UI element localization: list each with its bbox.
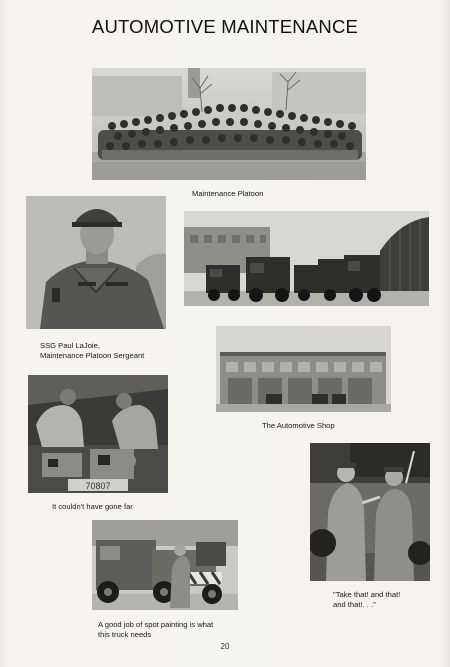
spot-painting-truck-photo <box>92 520 238 610</box>
mechanics-caption: "Take that! and that! and that!. . ." <box>333 590 401 609</box>
page-title: AUTOMOTIVE MAINTENANCE <box>91 16 359 37</box>
platoon-caption: Maintenance Platoon <box>192 189 264 198</box>
sergeant-portrait-photo <box>26 196 166 329</box>
page-number: 20 <box>220 642 230 651</box>
mechanics-photo <box>310 443 430 581</box>
shop-caption: The Automotive Shop <box>262 421 335 430</box>
engine-caption: It couldn't have gone far <box>52 502 133 511</box>
painting-caption: A good job of spot painting is what this truck needs <box>98 620 214 639</box>
automotive-shop-photo <box>216 326 391 412</box>
svg-text:70807: 70807 <box>85 481 111 491</box>
sergeant-caption: SSG Paul LaJoie, Maintenance Platoon Sergeant <box>40 341 145 360</box>
truck-lineup-photo <box>184 211 429 306</box>
engine-repair-photo <box>28 375 168 493</box>
platoon-group-photo <box>92 68 366 180</box>
